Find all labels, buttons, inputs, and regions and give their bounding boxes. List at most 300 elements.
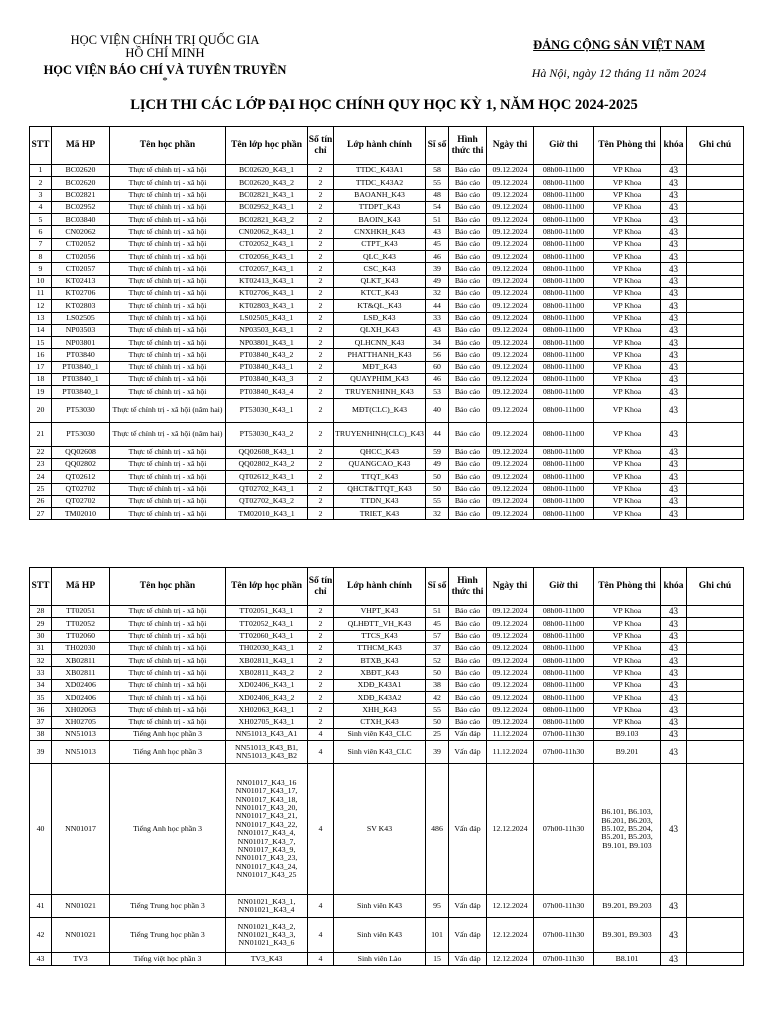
cell-ma-hp: XD02406 [52, 679, 110, 691]
cell-phong-thi: VP Khoa [594, 238, 661, 250]
cell-ma-hp: QT02702 [52, 483, 110, 495]
cell-stt: 43 [30, 953, 52, 965]
table-row [30, 728, 744, 740]
cell-hinh-thuc-thi: Báo cáo [449, 495, 487, 507]
cell-gio-thi: 08h00-11h00 [534, 287, 594, 299]
cell-ten-hoc-phan: Thực tế chính trị - xã hội (năm hai) [110, 398, 226, 422]
cell-ma-hp: TH02030 [52, 642, 110, 654]
cell-gio-thi: 08h00-11h00 [534, 483, 594, 495]
table-row [30, 374, 744, 386]
cell-ten-lop-hoc-phan: BC02952_K43_1 [226, 201, 308, 213]
cell-ten-lop-hoc-phan: KT02413_K43_1 [226, 275, 308, 287]
cell-ma-hp: BC03840 [52, 214, 110, 226]
cell-khoa: 43 [661, 275, 687, 287]
cell-ngay-thi: 09.12.2024 [487, 201, 534, 213]
cell-phong-thi: VP Khoa [594, 189, 661, 201]
cell-hinh-thuc-thi: Báo cáo [449, 483, 487, 495]
cell-khoa: 43 [661, 300, 687, 312]
cell-so-tin-chi: 2 [308, 446, 334, 458]
cell-ngay-thi: 09.12.2024 [487, 238, 534, 250]
cell-lop-hanh-chinh: QUANGCAO_K43 [334, 458, 426, 470]
cell-so-tin-chi: 2 [308, 312, 334, 324]
cell-phong-thi: VP Khoa [594, 337, 661, 349]
cell-phong-thi: VP Khoa [594, 508, 661, 520]
schedule-table-2 [29, 567, 744, 966]
cell-gio-thi: 08h00-11h00 [534, 692, 594, 704]
cell-ma-hp: CN02062 [52, 226, 110, 238]
cell-phong-thi: VP Khoa [594, 214, 661, 226]
cell-ghi-chu [687, 275, 744, 287]
cell-stt: 27 [30, 508, 52, 520]
cell-si-so: 39 [426, 263, 449, 275]
cell-hinh-thuc-thi: Báo cáo [449, 337, 487, 349]
cell-ma-hp: KT02413 [52, 275, 110, 287]
cell-ten-lop-hoc-phan: LS02505_K43_1 [226, 312, 308, 324]
cell-phong-thi: VP Khoa [594, 201, 661, 213]
cell-ten-hoc-phan: Thực tế chính trị - xã hội [110, 312, 226, 324]
cell-si-so: 37 [426, 642, 449, 654]
cell-ten-lop-hoc-phan: BC02620_K43_2 [226, 177, 308, 189]
cell-phong-thi: B8.101 [594, 953, 661, 965]
cell-si-so: 44 [426, 300, 449, 312]
cell-khoa: 43 [661, 189, 687, 201]
cell-hinh-thuc-thi: Báo cáo [449, 630, 487, 642]
cell-hinh-thuc-thi: Báo cáo [449, 374, 487, 386]
cell-si-so: 49 [426, 275, 449, 287]
cell-ten-hoc-phan: Thực tế chính trị - xã hội [110, 716, 226, 728]
cell-ngay-thi: 09.12.2024 [487, 349, 534, 361]
cell-so-tin-chi: 4 [308, 728, 334, 740]
cell-ngay-thi: 09.12.2024 [487, 398, 534, 422]
cell-so-tin-chi: 2 [308, 324, 334, 336]
cell-si-so: 57 [426, 630, 449, 642]
cell-stt: 38 [30, 728, 52, 740]
cell-si-so: 101 [426, 918, 449, 953]
cell-hinh-thuc-thi: Báo cáo [449, 189, 487, 201]
cell-ghi-chu [687, 446, 744, 458]
cell-phong-thi: VP Khoa [594, 349, 661, 361]
table-header-row [30, 127, 744, 165]
cell-ngay-thi: 09.12.2024 [487, 483, 534, 495]
cell-si-so: 45 [426, 618, 449, 630]
cell-ghi-chu [687, 287, 744, 299]
cell-khoa: 43 [661, 337, 687, 349]
cell-ghi-chu [687, 214, 744, 226]
cell-lop-hanh-chinh: MĐT(CLC)_K43 [334, 398, 426, 422]
table-body [30, 165, 744, 520]
cell-ma-hp: NN51013 [52, 741, 110, 764]
cell-lop-hanh-chinh: XDĐ_K43A2 [334, 692, 426, 704]
cell-gio-thi: 08h00-11h00 [534, 458, 594, 470]
cell-ngay-thi: 09.12.2024 [487, 361, 534, 373]
cell-ten-lop-hoc-phan: PT53030_K43_2 [226, 422, 308, 446]
cell-si-so: 51 [426, 606, 449, 618]
cell-ten-lop-hoc-phan: CT02056_K43_1 [226, 251, 308, 263]
cell-khoa: 43 [661, 953, 687, 965]
cell-si-so: 50 [426, 716, 449, 728]
cell-ghi-chu [687, 667, 744, 679]
cell-khoa: 43 [661, 716, 687, 728]
cell-ten-lop-hoc-phan: TT02051_K43_1 [226, 606, 308, 618]
cell-lop-hanh-chinh: QLC_K43 [334, 251, 426, 263]
cell-ten-hoc-phan: Thực tế chính trị - xã hội [110, 471, 226, 483]
cell-ten-hoc-phan: Thực tế chính trị - xã hội [110, 704, 226, 716]
cell-ten-lop-hoc-phan: TT02052_K43_1 [226, 618, 308, 630]
cell-ghi-chu [687, 741, 744, 764]
cell-phong-thi: VP Khoa [594, 446, 661, 458]
cell-ngay-thi: 09.12.2024 [487, 214, 534, 226]
cell-so-tin-chi: 2 [308, 214, 334, 226]
cell-gio-thi: 08h00-11h00 [534, 349, 594, 361]
cell-lop-hanh-chinh: KT&QL_K43 [334, 300, 426, 312]
cell-phong-thi: VP Khoa [594, 618, 661, 630]
cell-lop-hanh-chinh: TTDPT_K43 [334, 201, 426, 213]
table-row [30, 471, 744, 483]
cell-lop-hanh-chinh: TRIET_K43 [334, 508, 426, 520]
cell-stt: 4 [30, 201, 52, 213]
cell-ghi-chu [687, 386, 744, 398]
cell-si-so: 56 [426, 349, 449, 361]
column-header-si-so: Sĩ số [426, 568, 449, 606]
column-header-hinh-thuc-thi: Hình thức thi [449, 568, 487, 606]
cell-ghi-chu [687, 606, 744, 618]
cell-stt: 34 [30, 679, 52, 691]
cell-so-tin-chi: 2 [308, 349, 334, 361]
cell-ghi-chu [687, 226, 744, 238]
cell-ma-hp: TT02052 [52, 618, 110, 630]
cell-ghi-chu [687, 312, 744, 324]
cell-si-so: 42 [426, 692, 449, 704]
cell-stt: 30 [30, 630, 52, 642]
cell-si-so: 55 [426, 704, 449, 716]
cell-ten-hoc-phan: Thực tế chính trị - xã hội [110, 446, 226, 458]
cell-stt: 35 [30, 692, 52, 704]
cell-ten-hoc-phan: Thực tế chính trị - xã hội [110, 642, 226, 654]
issuer-line2: HỒ CHÍ MINH [125, 46, 205, 60]
cell-ma-hp: XB02811 [52, 655, 110, 667]
cell-so-tin-chi: 2 [308, 667, 334, 679]
cell-gio-thi: 07h00-11h30 [534, 895, 594, 918]
cell-ngay-thi: 09.12.2024 [487, 374, 534, 386]
cell-stt: 15 [30, 337, 52, 349]
cell-ten-lop-hoc-phan: NP03503_K43_1 [226, 324, 308, 336]
cell-ten-lop-hoc-phan: CT02057_K43_1 [226, 263, 308, 275]
cell-phong-thi: VP Khoa [594, 642, 661, 654]
cell-gio-thi: 08h00-11h00 [534, 226, 594, 238]
cell-so-tin-chi: 2 [308, 618, 334, 630]
cell-khoa: 43 [661, 679, 687, 691]
table-row [30, 918, 744, 953]
cell-stt: 40 [30, 764, 52, 895]
cell-hinh-thuc-thi: Báo cáo [449, 263, 487, 275]
cell-ten-lop-hoc-phan: XD02406_K43_1 [226, 679, 308, 691]
cell-ghi-chu [687, 471, 744, 483]
cell-stt: 17 [30, 361, 52, 373]
cell-ma-hp: PT53030 [52, 398, 110, 422]
cell-ten-hoc-phan: Thực tế chính trị - xã hội [110, 458, 226, 470]
cell-ma-hp: BC02952 [52, 201, 110, 213]
cell-stt: 31 [30, 642, 52, 654]
cell-ten-lop-hoc-phan: XH02063_K43_1 [226, 704, 308, 716]
cell-ten-lop-hoc-phan: QQ02608_K43_1 [226, 446, 308, 458]
cell-gio-thi: 08h00-11h00 [534, 177, 594, 189]
cell-hinh-thuc-thi: Báo cáo [449, 312, 487, 324]
cell-ten-lop-hoc-phan: NN51013_K43_B1, NN51013_K43_B2 [226, 741, 308, 764]
cell-khoa: 43 [661, 398, 687, 422]
cell-stt: 12 [30, 300, 52, 312]
cell-ma-hp: NP03503 [52, 324, 110, 336]
cell-lop-hanh-chinh: CNXHKH_K43 [334, 226, 426, 238]
cell-ma-hp: KT02803 [52, 300, 110, 312]
cell-khoa: 43 [661, 422, 687, 446]
cell-gio-thi: 08h00-11h00 [534, 275, 594, 287]
cell-ten-hoc-phan: Thực tế chính trị - xã hội [110, 177, 226, 189]
cell-khoa: 43 [661, 704, 687, 716]
table-row [30, 422, 744, 446]
cell-lop-hanh-chinh: XDĐ_K43A1 [334, 679, 426, 691]
cell-ghi-chu [687, 165, 744, 177]
cell-ten-hoc-phan: Thực tế chính trị - xã hội [110, 606, 226, 618]
cell-lop-hanh-chinh: VHPT_K43 [334, 606, 426, 618]
cell-stt: 28 [30, 606, 52, 618]
cell-ten-lop-hoc-phan: QQ02802_K43_2 [226, 458, 308, 470]
cell-ngay-thi: 09.12.2024 [487, 630, 534, 642]
cell-ma-hp: QT02702 [52, 495, 110, 507]
cell-si-so: 15 [426, 953, 449, 965]
cell-lop-hanh-chinh: CTPT_K43 [334, 238, 426, 250]
table-row [30, 300, 744, 312]
cell-ngay-thi: 09.12.2024 [487, 386, 534, 398]
cell-ma-hp: XD02406 [52, 692, 110, 704]
cell-phong-thi: B9.103 [594, 728, 661, 740]
cell-ten-hoc-phan: Thực tế chính trị - xã hội [110, 618, 226, 630]
cell-khoa: 43 [661, 895, 687, 918]
cell-hinh-thuc-thi: Báo cáo [449, 642, 487, 654]
cell-hinh-thuc-thi: Báo cáo [449, 446, 487, 458]
cell-gio-thi: 08h00-11h00 [534, 214, 594, 226]
cell-ghi-chu [687, 483, 744, 495]
cell-si-so: 55 [426, 495, 449, 507]
cell-stt: 36 [30, 704, 52, 716]
table-row [30, 361, 744, 373]
table-row [30, 337, 744, 349]
cell-lop-hanh-chinh: TTDC_K43A2 [334, 177, 426, 189]
cell-ghi-chu [687, 177, 744, 189]
cell-ma-hp: PT03840_1 [52, 361, 110, 373]
cell-so-tin-chi: 2 [308, 508, 334, 520]
cell-gio-thi: 08h00-11h00 [534, 361, 594, 373]
cell-so-tin-chi: 2 [308, 177, 334, 189]
cell-hinh-thuc-thi: Báo cáo [449, 704, 487, 716]
cell-ma-hp: NN51013 [52, 728, 110, 740]
cell-hinh-thuc-thi: Vấn đáp [449, 741, 487, 764]
cell-ghi-chu [687, 895, 744, 918]
cell-khoa: 43 [661, 361, 687, 373]
cell-stt: 21 [30, 422, 52, 446]
table-body [30, 606, 744, 966]
cell-lop-hanh-chinh: MĐT_K43 [334, 361, 426, 373]
schedule-table-1 [29, 126, 744, 520]
cell-ngay-thi: 09.12.2024 [487, 165, 534, 177]
cell-ngay-thi: 09.12.2024 [487, 458, 534, 470]
cell-phong-thi: VP Khoa [594, 287, 661, 299]
cell-phong-thi: VP Khoa [594, 630, 661, 642]
cell-ten-lop-hoc-phan: PT53030_K43_1 [226, 398, 308, 422]
cell-phong-thi: B9.301, B9.303 [594, 918, 661, 953]
cell-stt: 5 [30, 214, 52, 226]
cell-ghi-chu [687, 642, 744, 654]
table-row [30, 312, 744, 324]
cell-ten-hoc-phan: Thực tế chính trị - xã hội [110, 679, 226, 691]
cell-phong-thi: VP Khoa [594, 398, 661, 422]
cell-khoa: 43 [661, 483, 687, 495]
cell-ma-hp: QQ02802 [52, 458, 110, 470]
cell-so-tin-chi: 4 [308, 918, 334, 953]
cell-hinh-thuc-thi: Vấn đáp [449, 764, 487, 895]
cell-phong-thi: VP Khoa [594, 495, 661, 507]
cell-ghi-chu [687, 692, 744, 704]
cell-ma-hp: CT02056 [52, 251, 110, 263]
column-header-phong-thi: Tên Phòng thi [594, 568, 661, 606]
cell-gio-thi: 08h00-11h00 [534, 446, 594, 458]
cell-so-tin-chi: 2 [308, 263, 334, 275]
column-header-ghi-chu: Ghi chú [687, 127, 744, 165]
cell-ten-lop-hoc-phan: BC02821_K43_1 [226, 189, 308, 201]
page-title: LỊCH THI CÁC LỚP ĐẠI HỌC CHÍNH QUY HỌC KỲ 1, NĂM HỌC 2024-2025 [130, 97, 638, 113]
cell-phong-thi: B6.101, B6.103, B6.201, B6.203, B5.102, B5.204, B5.201, B5.203, B9.101, B9.103 [594, 764, 661, 895]
cell-ma-hp: NP03801 [52, 337, 110, 349]
cell-so-tin-chi: 4 [308, 741, 334, 764]
cell-phong-thi: VP Khoa [594, 374, 661, 386]
cell-so-tin-chi: 2 [308, 300, 334, 312]
cell-phong-thi: VP Khoa [594, 165, 661, 177]
column-header-ma-hp: Mã HP [52, 568, 110, 606]
table-row [30, 287, 744, 299]
cell-so-tin-chi: 2 [308, 398, 334, 422]
cell-khoa: 43 [661, 630, 687, 642]
cell-hinh-thuc-thi: Báo cáo [449, 300, 487, 312]
cell-lop-hanh-chinh: TTCS_K43 [334, 630, 426, 642]
cell-lop-hanh-chinh: CSC_K43 [334, 263, 426, 275]
cell-lop-hanh-chinh: TRUYENHINH_K43 [334, 386, 426, 398]
column-header-si-so: Sĩ số [426, 127, 449, 165]
cell-ma-hp: QQ02608 [52, 446, 110, 458]
cell-ten-hoc-phan: Thực tế chính trị - xã hội [110, 667, 226, 679]
table-row [30, 741, 744, 764]
cell-ngay-thi: 09.12.2024 [487, 679, 534, 691]
table-row [30, 716, 744, 728]
cell-hinh-thuc-thi: Báo cáo [449, 251, 487, 263]
cell-ten-hoc-phan: Tiếng Trung học phần 3 [110, 895, 226, 918]
cell-gio-thi: 08h00-11h00 [534, 386, 594, 398]
cell-so-tin-chi: 2 [308, 226, 334, 238]
cell-si-so: 34 [426, 337, 449, 349]
cell-ten-hoc-phan: Thực tế chính trị - xã hội [110, 251, 226, 263]
cell-gio-thi: 08h00-11h00 [534, 508, 594, 520]
cell-ngay-thi: 09.12.2024 [487, 655, 534, 667]
cell-so-tin-chi: 2 [308, 655, 334, 667]
cell-ten-hoc-phan: Thực tế chính trị - xã hội [110, 495, 226, 507]
cell-si-so: 33 [426, 312, 449, 324]
cell-khoa: 43 [661, 918, 687, 953]
cell-lop-hanh-chinh: TTDN_K43 [334, 495, 426, 507]
cell-ma-hp: PT03840 [52, 349, 110, 361]
cell-si-so: 45 [426, 238, 449, 250]
table-row [30, 679, 744, 691]
cell-ten-hoc-phan: Tiếng Anh học phần 3 [110, 728, 226, 740]
cell-so-tin-chi: 2 [308, 361, 334, 373]
cell-stt: 23 [30, 458, 52, 470]
cell-ghi-chu [687, 630, 744, 642]
cell-ten-hoc-phan: Thực tế chính trị - xã hội [110, 263, 226, 275]
cell-ngay-thi: 09.12.2024 [487, 287, 534, 299]
cell-khoa: 43 [661, 374, 687, 386]
column-header-khoa: khóa [661, 127, 687, 165]
cell-ten-lop-hoc-phan: TV3_K43 [226, 953, 308, 965]
cell-ghi-chu [687, 337, 744, 349]
cell-khoa: 43 [661, 471, 687, 483]
cell-stt: 42 [30, 918, 52, 953]
cell-so-tin-chi: 2 [308, 275, 334, 287]
cell-phong-thi: VP Khoa [594, 483, 661, 495]
cell-phong-thi: VP Khoa [594, 300, 661, 312]
cell-gio-thi: 08h00-11h00 [534, 642, 594, 654]
cell-khoa: 43 [661, 214, 687, 226]
cell-stt: 26 [30, 495, 52, 507]
cell-lop-hanh-chinh: QLKT_K43 [334, 275, 426, 287]
cell-lop-hanh-chinh: TRUYENHINH(CLC)_K43 [334, 422, 426, 446]
cell-ma-hp: TT02060 [52, 630, 110, 642]
cell-hinh-thuc-thi: Vấn đáp [449, 953, 487, 965]
cell-khoa: 43 [661, 201, 687, 213]
cell-so-tin-chi: 2 [308, 189, 334, 201]
cell-stt: 37 [30, 716, 52, 728]
table-row [30, 324, 744, 336]
cell-ten-lop-hoc-phan: CN02062_K43_1 [226, 226, 308, 238]
cell-so-tin-chi: 4 [308, 764, 334, 895]
cell-ghi-chu [687, 324, 744, 336]
table-row [30, 263, 744, 275]
cell-stt: 3 [30, 189, 52, 201]
issuer-line3: HỌC VIỆN BÁO CHÍ VÀ TUYÊN TRUYỀN [43, 63, 287, 77]
cell-ghi-chu [687, 422, 744, 446]
column-header-ghi-chu: Ghi chú [687, 568, 744, 606]
cell-ten-lop-hoc-phan: TH02030_K43_1 [226, 642, 308, 654]
column-header-ma-hp: Mã HP [52, 127, 110, 165]
cell-gio-thi: 08h00-11h00 [534, 630, 594, 642]
cell-ten-hoc-phan: Thực tế chính trị - xã hội [110, 275, 226, 287]
table-row [30, 606, 744, 618]
cell-stt: 41 [30, 895, 52, 918]
cell-ngay-thi: 12.12.2024 [487, 764, 534, 895]
cell-ten-lop-hoc-phan: XH02705_K43_1 [226, 716, 308, 728]
cell-khoa: 43 [661, 287, 687, 299]
cell-ngay-thi: 09.12.2024 [487, 263, 534, 275]
cell-hinh-thuc-thi: Báo cáo [449, 287, 487, 299]
cell-ten-lop-hoc-phan: XB02811_K43_1 [226, 655, 308, 667]
cell-ngay-thi: 09.12.2024 [487, 251, 534, 263]
cell-gio-thi: 08h00-11h00 [534, 263, 594, 275]
cell-ghi-chu [687, 495, 744, 507]
cell-ghi-chu [687, 679, 744, 691]
cell-ten-lop-hoc-phan: TM02010_K43_1 [226, 508, 308, 520]
cell-ngay-thi: 09.12.2024 [487, 177, 534, 189]
cell-hinh-thuc-thi: Báo cáo [449, 324, 487, 336]
cell-gio-thi: 08h00-11h00 [534, 679, 594, 691]
cell-stt: 11 [30, 287, 52, 299]
cell-ma-hp: LS02505 [52, 312, 110, 324]
cell-lop-hanh-chinh: Sinh viên K43_CLC [334, 728, 426, 740]
